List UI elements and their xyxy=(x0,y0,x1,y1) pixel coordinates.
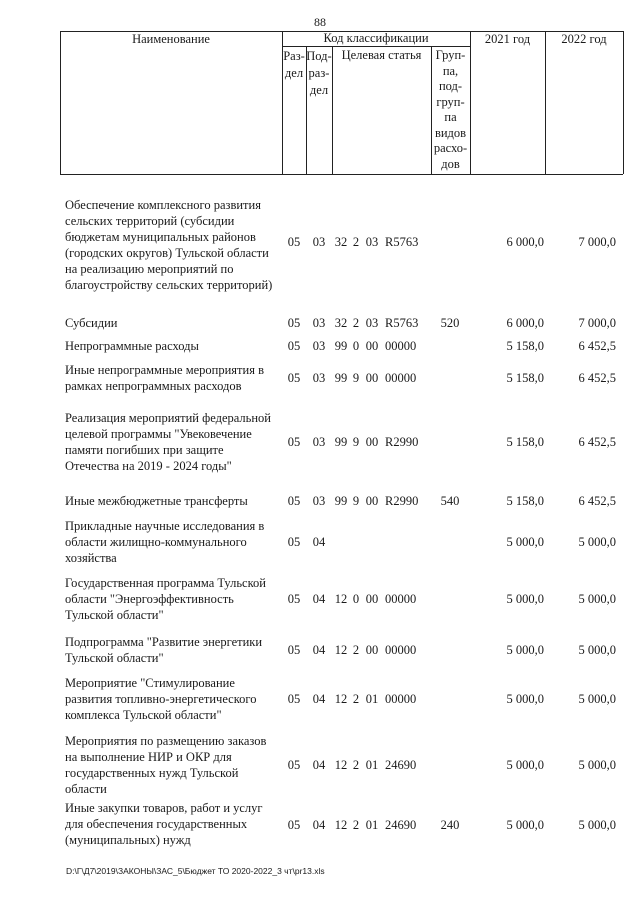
header-year1: 2021 год xyxy=(484,32,531,46)
cell-podrazdel: 03 xyxy=(312,494,326,508)
cell-amount-2021: 5 000,0 xyxy=(506,818,544,832)
cell-program: 32 xyxy=(334,235,348,249)
cell-subprogram: 9 xyxy=(352,494,360,508)
cell-direction: 00000 xyxy=(385,643,417,657)
cell-amount-2022: 5 000,0 xyxy=(578,692,616,706)
cell-event: 01 xyxy=(365,758,379,772)
cell-expense-type: 240 xyxy=(440,818,460,832)
header-group: Груп- па, под- груп- па видов расхо- дов xyxy=(433,48,468,171)
cell-program: 12 xyxy=(334,592,348,606)
cell-name: Иные закупки товаров, работ и услуг для обеспечения государственных (муниципальных) нужд xyxy=(65,801,263,847)
header-year2: 2022 год xyxy=(561,32,607,46)
cell-name: Мероприятие "Стимулирование развития топливно-энергетического комплекса Тульской области" xyxy=(65,676,257,722)
cell-direction: 00000 xyxy=(385,339,417,353)
cell-podrazdel: 03 xyxy=(312,371,326,385)
cell-razdel: 05 xyxy=(287,692,301,706)
cell-amount-2022: 5 000,0 xyxy=(578,818,616,832)
cell-amount-2022: 5 000,0 xyxy=(578,758,616,772)
cell-razdel: 05 xyxy=(287,316,301,330)
cell-amount-2021: 5 000,0 xyxy=(506,758,544,772)
cell-amount-2022: 5 000,0 xyxy=(578,535,616,549)
cell-direction: 00000 xyxy=(385,371,417,385)
cell-name: Иные непрограммные мероприятия в рамках непрограммных расходов xyxy=(65,363,264,393)
cell-subprogram: 2 xyxy=(352,758,360,772)
cell-program: 99 xyxy=(334,494,348,508)
cell-subprogram: 9 xyxy=(352,371,360,385)
header-bottom-border xyxy=(60,174,623,175)
cell-amount-2021: 5 158,0 xyxy=(506,494,544,508)
cell-amount-2021: 5 000,0 xyxy=(506,592,544,606)
cell-subprogram: 0 xyxy=(352,592,360,606)
cell-program: 32 xyxy=(334,316,348,330)
cell-podrazdel: 03 xyxy=(312,435,326,449)
cell-podrazdel: 04 xyxy=(312,758,326,772)
cell-program: 12 xyxy=(334,643,348,657)
cell-program: 12 xyxy=(334,758,348,772)
cell-direction: R2990 xyxy=(385,435,419,449)
cell-name: Обеспечение комплексного развития сельских территорий (субсидии бюджетам муниципальных районов (городских округов) Тульской области на реализацию мероприятий по благоустройству сельских территорий) xyxy=(65,198,273,292)
cell-razdel: 05 xyxy=(287,535,301,549)
cell-direction: R5763 xyxy=(385,235,419,249)
cell-razdel: 05 xyxy=(287,235,301,249)
cell-razdel: 05 xyxy=(287,371,301,385)
cell-amount-2021: 6 000,0 xyxy=(506,316,544,330)
cell-name: Прикладные научные исследования в области жилищно-коммунального хозяйства xyxy=(65,519,265,565)
cell-subprogram: 2 xyxy=(352,643,360,657)
cell-subprogram: 2 xyxy=(352,316,360,330)
cell-razdel: 05 xyxy=(287,758,301,772)
header-vline-right xyxy=(623,31,624,174)
cell-razdel: 05 xyxy=(287,339,301,353)
cell-amount-2022: 5 000,0 xyxy=(578,592,616,606)
cell-event: 03 xyxy=(365,235,379,249)
page-number: 88 xyxy=(314,15,326,29)
cell-podrazdel: 04 xyxy=(312,535,326,549)
cell-direction: R5763 xyxy=(385,316,419,330)
cell-direction: R2990 xyxy=(385,494,419,508)
cell-amount-2021: 5 000,0 xyxy=(506,692,544,706)
cell-subprogram: 0 xyxy=(352,339,360,353)
header-code-group: Код классификации xyxy=(323,31,429,45)
cell-podrazdel: 04 xyxy=(312,592,326,606)
cell-amount-2021: 5 000,0 xyxy=(506,643,544,657)
cell-event: 00 xyxy=(365,592,379,606)
cell-amount-2021: 5 158,0 xyxy=(506,339,544,353)
cell-program: 99 xyxy=(334,371,348,385)
cell-name: Подпрограмма "Развитие энергетики Тульской области" xyxy=(65,635,263,665)
file-path-footer: D:\Г\Д7\2019\ЗАКОНЫ\ЗАС_5\Бюджет ТО 2020-2022_3 чт\pr13.xls xyxy=(66,866,325,876)
cell-amount-2022: 6 452,5 xyxy=(578,494,616,508)
cell-subprogram: 2 xyxy=(352,235,360,249)
cell-name: Реализация мероприятий федеральной целевой программы "Увековечение памяти погибших при защите Отечества на 2019 - 2024 годы" xyxy=(65,411,271,473)
cell-name: Иные межбюджетные трансферты xyxy=(65,494,248,508)
header-vline-group xyxy=(470,31,471,174)
cell-amount-2021: 5 000,0 xyxy=(506,535,544,549)
cell-amount-2022: 6 452,5 xyxy=(578,339,616,353)
cell-podrazdel: 03 xyxy=(312,235,326,249)
header-vline-left xyxy=(60,31,61,174)
cell-amount-2022: 7 000,0 xyxy=(578,235,616,249)
cell-subprogram: 9 xyxy=(352,435,360,449)
cell-program: 99 xyxy=(334,435,348,449)
cell-podrazdel: 03 xyxy=(312,339,326,353)
cell-event: 03 xyxy=(365,316,379,330)
cell-razdel: 05 xyxy=(287,818,301,832)
cell-subprogram: 2 xyxy=(352,692,360,706)
cell-podrazdel: 04 xyxy=(312,643,326,657)
cell-event: 00 xyxy=(365,494,379,508)
cell-amount-2021: 6 000,0 xyxy=(506,235,544,249)
header-podrazdel: Под- раз- дел xyxy=(306,49,332,97)
cell-amount-2022: 7 000,0 xyxy=(578,316,616,330)
cell-event: 00 xyxy=(365,643,379,657)
cell-razdel: 05 xyxy=(287,494,301,508)
cell-amount-2022: 6 452,5 xyxy=(578,371,616,385)
cell-amount-2021: 5 158,0 xyxy=(506,435,544,449)
cell-program: 12 xyxy=(334,692,348,706)
cell-direction: 24690 xyxy=(385,818,417,832)
header-vline-podrazdel xyxy=(332,46,333,174)
cell-direction: 24690 xyxy=(385,758,417,772)
cell-direction: 00000 xyxy=(385,592,417,606)
cell-razdel: 05 xyxy=(287,435,301,449)
cell-name: Мероприятия по размещению заказов на выполнение НИР и ОКР для государственных нужд Тульской области xyxy=(65,734,267,796)
header-vline-year1 xyxy=(545,31,546,174)
cell-subprogram: 2 xyxy=(352,818,360,832)
cell-podrazdel: 03 xyxy=(312,316,326,330)
cell-direction: 00000 xyxy=(385,692,417,706)
code-group-underline xyxy=(282,46,470,47)
cell-expense-type: 540 xyxy=(440,494,460,508)
cell-name: Государственная программа Тульской области "Энергоэффективность Тульской области" xyxy=(65,576,266,622)
cell-amount-2022: 6 452,5 xyxy=(578,435,616,449)
cell-amount-2022: 5 000,0 xyxy=(578,643,616,657)
cell-event: 01 xyxy=(365,818,379,832)
cell-amount-2021: 5 158,0 xyxy=(506,371,544,385)
cell-razdel: 05 xyxy=(287,592,301,606)
cell-event: 01 xyxy=(365,692,379,706)
header-target: Целевая статья xyxy=(341,48,422,62)
header-name: Наименование xyxy=(132,32,210,46)
header-razdel: Раз- дел xyxy=(283,49,305,80)
cell-event: 00 xyxy=(365,371,379,385)
cell-event: 00 xyxy=(365,435,379,449)
cell-program: 12 xyxy=(334,818,348,832)
cell-name: Непрограммные расходы xyxy=(65,339,199,353)
cell-name: Субсидии xyxy=(65,316,118,330)
cell-razdel: 05 xyxy=(287,643,301,657)
cell-podrazdel: 04 xyxy=(312,692,326,706)
cell-program: 99 xyxy=(334,339,348,353)
cell-event: 00 xyxy=(365,339,379,353)
cell-expense-type: 520 xyxy=(440,316,460,330)
cell-podrazdel: 04 xyxy=(312,818,326,832)
